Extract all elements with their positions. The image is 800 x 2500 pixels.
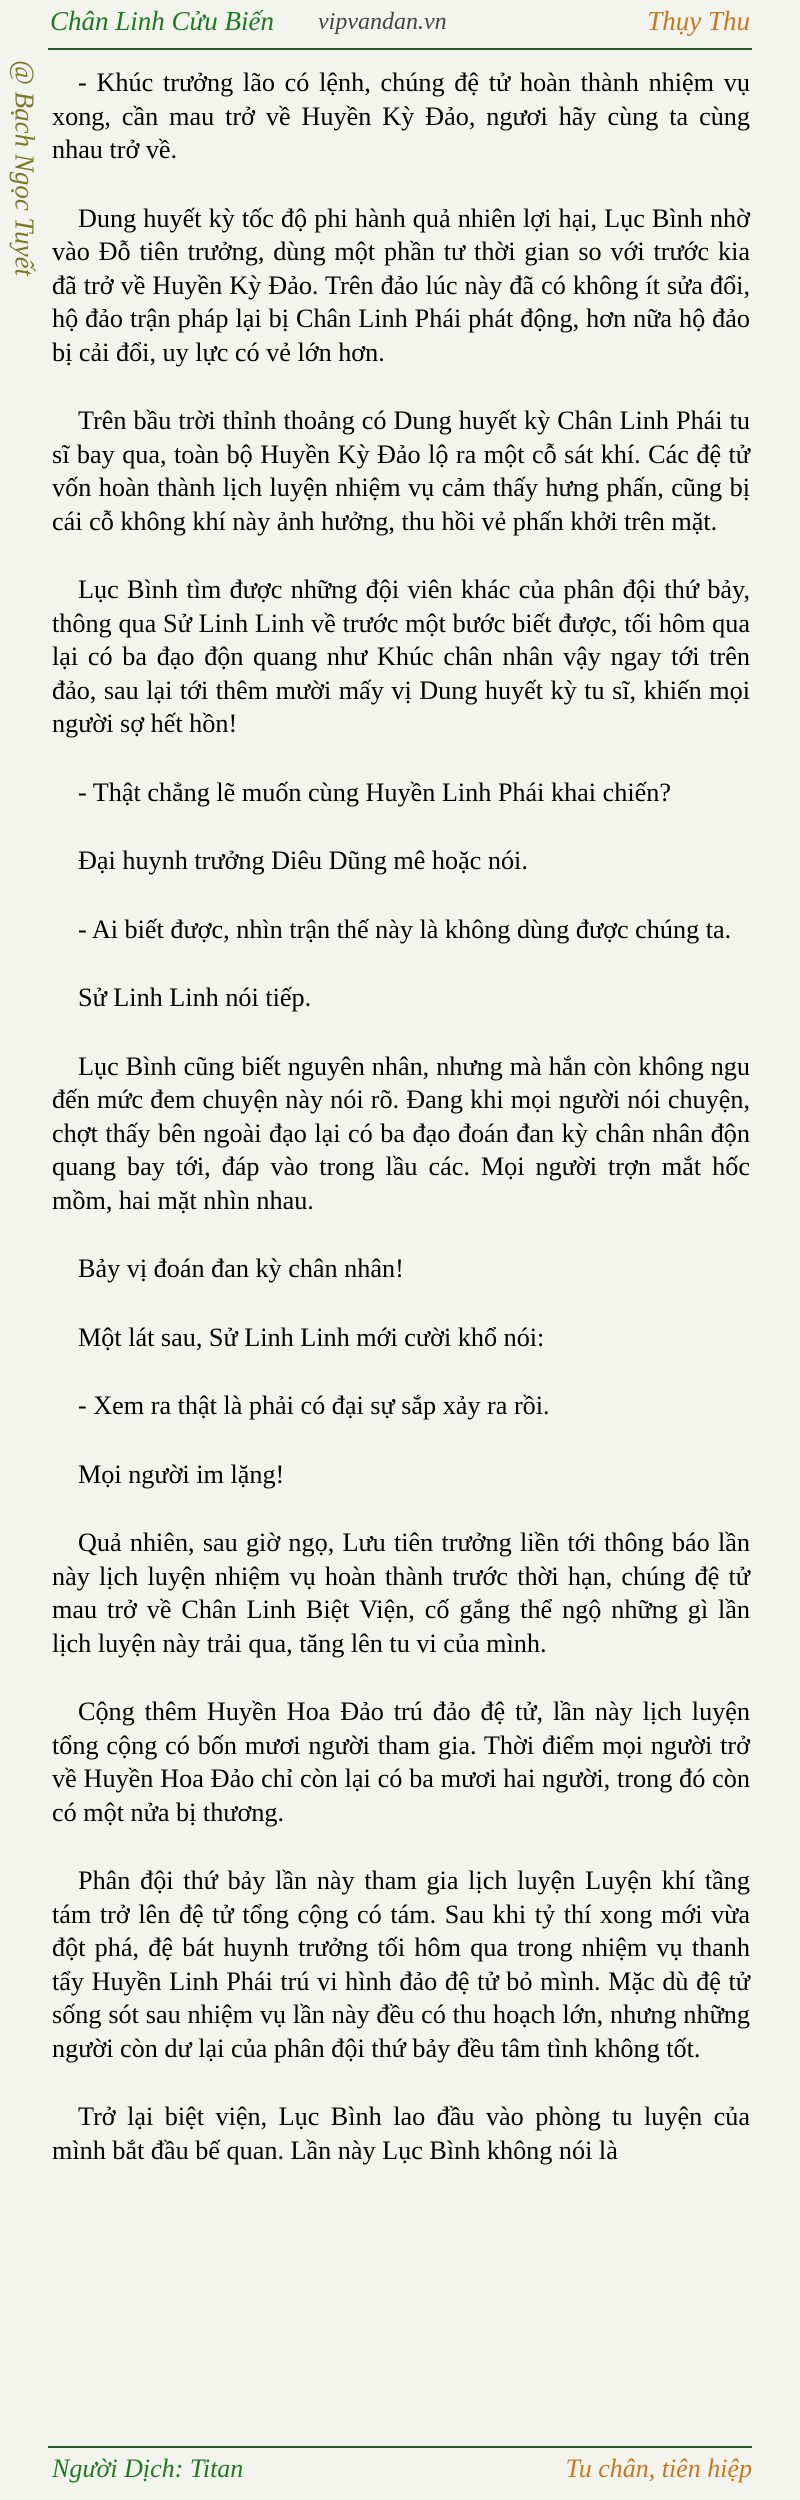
paragraph: Cộng thêm Huyền Hoa Đảo trú đảo đệ tử, lần này lịch luyện tổng cộng có bốn mươi người tham gia. Thời điểm mọi người trở về Huyền Hoa Đảo chỉ còn lại có ba mươi hai người, trong đó còn có một nửa bị thương.	[52, 1697, 750, 1827]
paragraph: Bảy vị đoán đan kỳ chân nhân!	[78, 1254, 404, 1283]
header-divider	[48, 48, 752, 50]
paragraph: - Xem ra thật là phải có đại sự sắp xảy ra rồi.	[78, 1391, 550, 1420]
side-watermark	[6, 60, 42, 480]
paragraph: Phân đội thứ bảy lần này tham gia lịch luyện Luyện khí tầng tám trở lên đệ tử tổng cộng có tám. Sau khi tỷ thí xong mới vừa đột phá, đệ bát huynh trưởng tối hôm qua trong nhiệm vụ thanh tẩy Huyền Linh Phái trú vi hình đảo đệ tử bỏ mình. Mặc dù đệ tử sống sót sau nhiệm vụ lần này đều có thu hoạch lớn, nhưng những người còn dư lại của phân đội thứ bảy đều tâm tình không tốt.	[52, 1866, 750, 2063]
paragraph: Lục Bình cũng biết nguyên nhân, nhưng mà hắn còn không ngu đến mức đem chuyện này nói rõ. Đang khi mọi người nói chuyện, chợt thấy bên ngoài đạo lại có ba đạo đoán đan kỳ chân nhân độn quang bay tới, đáp vào trong lầu các. Mọi người trợn mắt hốc mồm, hai mặt nhìn nhau.	[52, 1051, 750, 1215]
paragraph: Dung huyết kỳ tốc độ phi hành quả nhiên lợi hại, Lục Bình nhờ vào Đỗ tiên trưởng, dùng một phần tư thời gian so với trước kia đã trở về Huyền Kỳ Đảo. Trên đảo lúc này đã có không ít sửa đổi, hộ đảo trận pháp lại bị Chân Linh Phái phát động, hơn nữa hộ đảo bị cải đổi, uy lực có vẻ lớn hơn.	[52, 203, 750, 367]
paragraph: Trên bầu trời thỉnh thoảng có Dung huyết kỳ Chân Linh Phái tu sĩ bay qua, toàn bộ Huyền Kỳ Đảo lộ ra một cỗ sát khí. Các đệ tử vốn hoàn thành lịch luyện nhiệm vụ cảm thấy hưng phấn, cũng bị cái cỗ không khí này ảnh hưởng, thu hồi vẻ phấn khởi trên mặt.	[52, 406, 750, 536]
author-name: Thụy Thu	[647, 6, 750, 36]
paragraph: Mọi người im lặng!	[78, 1459, 285, 1489]
chapter-body	[52, 66, 750, 2202]
paragraph: Quả nhiên, sau giờ ngọ, Lưu tiên trưởng liền tới thông báo lần này lịch luyện nhiệm vụ hoàn thành trước thời hạn, chúng đệ tử mau trở về Chân Linh Biệt Viện, cố gắng thể ngộ những gì lần lịch luyện này trải qua, tăng lên tu vi của mình.	[52, 1528, 750, 1658]
paragraph: Trở lại biệt viện, Lục Bình lao đầu vào phòng tu luyện của mình bắt đầu bế quan. Lần này Lục Bình không nói là	[52, 2102, 750, 2165]
translator-credit: Người Dịch: Titan	[52, 2454, 244, 2483]
paragraph: Lục Bình tìm được những đội viên khác của phân đội thứ bảy, thông qua Sử Linh Linh về trước một bước biết được, tối hôm qua lại có ba đạo độn quang như Khúc chân nhân vậy ngay tới trên đảo, sau lại tới thêm mười mấy vị Dung huyết kỳ tu sĩ, khiến mọi người sợ hết hồn!	[52, 575, 750, 738]
paragraph: - Khúc trưởng lão có lệnh, chúng đệ tử hoàn thành nhiệm vụ xong, cần mau trở về Huyền Kỳ Đảo, ngươi hãy cùng ta cùng nhau trở về.	[52, 68, 750, 164]
genre-label: Tu chân, tiên hiệp	[565, 2454, 752, 2483]
footer-divider	[48, 2446, 752, 2448]
paragraph: - Thật chẳng lẽ muốn cùng Huyền Linh Phái khai chiến?	[78, 777, 671, 807]
book-title: Chân Linh Cửu Biến	[50, 6, 274, 36]
paragraph: Sử Linh Linh nói tiếp.	[78, 983, 312, 1012]
page-header	[0, 0, 800, 52]
paragraph: Một lát sau, Sử Linh Linh mới cười khổ nói:	[78, 1322, 545, 1352]
page-footer	[0, 2450, 800, 2500]
paragraph: - Ai biết được, nhìn trận thế này là không dùng được chúng ta.	[78, 914, 732, 944]
site-name[interactable]: vipvandan.vn	[318, 9, 447, 35]
watermark-text: @ Bạch Ngọc Tuyết	[9, 60, 40, 277]
paragraph: Đại huynh trưởng Diêu Dũng mê hoặc nói.	[78, 846, 528, 875]
